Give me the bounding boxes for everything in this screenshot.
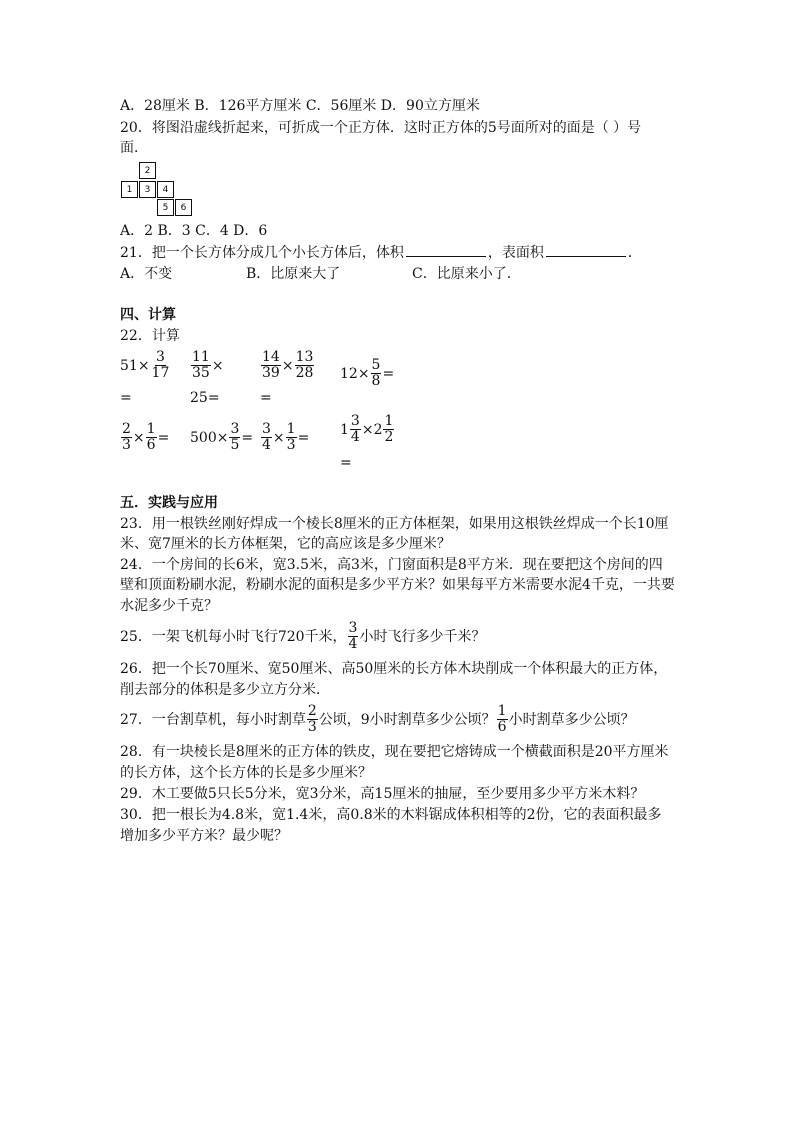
calc-expr-6 [190, 422, 253, 453]
calc-7-operator: × [272, 429, 285, 446]
q30-line2: 增加多少平方米？最少呢？ [120, 828, 288, 844]
fraction [229, 422, 240, 453]
calc-8-operator: ×2 [361, 421, 383, 438]
fraction [350, 414, 361, 445]
calc-6-whole: 500× [190, 429, 229, 446]
fraction [307, 704, 318, 735]
denominator: 3 [286, 437, 296, 453]
calc-3-equals: = [260, 390, 272, 406]
numerator: 1 [146, 421, 156, 437]
numerator: 2 [307, 703, 317, 719]
calc-expr-1 [120, 350, 171, 381]
net-face-4: 4 [157, 181, 174, 198]
denominator: 17 [151, 365, 170, 381]
cube-net-figure [121, 162, 197, 218]
denominator: 6 [146, 437, 156, 453]
denominator: 35 [192, 365, 210, 381]
denominator: 28 [295, 365, 314, 381]
net-face-3: 3 [139, 181, 156, 198]
calc-expr-8 [340, 414, 395, 445]
fraction [348, 621, 359, 652]
net-face-5: 5 [157, 199, 174, 216]
numerator: 1 [497, 703, 507, 719]
fraction [261, 422, 272, 453]
denominator: 3 [307, 719, 317, 735]
q26-line2: 削去部分的体积是多少立方分米． [120, 682, 330, 698]
numerator: 3 [230, 421, 240, 437]
calc-1-equals: = [120, 390, 132, 406]
numerator: 3 [262, 421, 271, 437]
net-face-2: 2 [139, 162, 156, 179]
q27-line [120, 704, 635, 735]
q25-pre: 25．一架飞机每小时飞行720千米， [120, 628, 347, 645]
q21-opt-c: C．比原来小了． [412, 266, 521, 282]
fraction [146, 422, 157, 453]
denominator: 4 [262, 437, 271, 453]
section-4-title: 四、计算 [120, 307, 176, 323]
q26-line1: 26．把一个长70厘米、宽50厘米、高50厘米的长方体木块削成一个体积最大的正方体， [120, 661, 668, 677]
calc-5-equals: = [157, 429, 170, 446]
denominator: 4 [350, 429, 360, 445]
q24-line3: 水泥多少千克？ [120, 598, 218, 614]
q20-line1: 20．将图沿虚线折起来，可折成一个正方体．这时正方体的5号面所对的面是（ ）号 [120, 120, 642, 136]
fraction [295, 350, 315, 381]
q30-line1: 30．把一根长为4.8米，宽1.4米，高0.8米的木料锯成体积相等的2份，它的表面积最多 [120, 807, 662, 823]
fraction [261, 350, 281, 381]
net-face-6: 6 [175, 199, 192, 216]
calc-expr-4 [340, 358, 394, 389]
calc-7-equals: = [297, 429, 310, 446]
fraction [121, 422, 132, 453]
fraction [371, 358, 382, 389]
calc-8-whole: 1 [340, 421, 349, 438]
net-face-1: 1 [121, 181, 138, 198]
numerator: 2 [122, 421, 131, 437]
fraction [191, 350, 211, 381]
numerator: 1 [286, 421, 296, 437]
denominator: 39 [262, 365, 280, 381]
calc-4-whole: 12× [340, 365, 370, 382]
q25-line [120, 621, 485, 652]
q21-suffix: ． [627, 245, 642, 261]
q21-blank-area[interactable] [546, 244, 626, 257]
denominator: 2 [384, 429, 394, 445]
fraction [286, 422, 297, 453]
q27-pre: 27．一台割草机，每小时割草 [120, 711, 306, 728]
numerator: 13 [295, 349, 314, 365]
calc-2-operator: × [211, 357, 224, 374]
q27-mid: 公顷，9小时割草多少公顷？ [318, 711, 496, 728]
calc-4-equals: = [382, 365, 395, 382]
q21-opt-b: B．比原来大了 [246, 266, 341, 282]
q27-post: 小时割草多少公顷？ [508, 711, 635, 728]
denominator: 8 [371, 373, 381, 389]
q28-line1: 28．有一块棱长是8厘米的正方体的铁皮，现在要把它熔铸成一个横截面积是20平方厘米 [120, 744, 669, 760]
denominator: 6 [497, 719, 507, 735]
numerator: 14 [262, 349, 280, 365]
numerator: 3 [348, 620, 358, 636]
calc-expr-5 [120, 422, 169, 453]
q20-options: A．2 B．3 C．4 D．6 [120, 223, 268, 239]
q21-line [120, 244, 642, 262]
q24-line1: 24．一个房间的长6米，宽3.5米，高3米，门窗面积是8平方米．现在要把这个房间的四 [120, 557, 663, 573]
calc-expr-3 [260, 350, 315, 381]
q20-line2: 面． [120, 140, 148, 156]
q29-line: 29．木工要做5只长5分米，宽3分米，高15厘米的抽屉，至少要用多少平方米木料？ [120, 786, 645, 802]
numerator: 1 [384, 413, 394, 429]
q19-options: A．28厘米 B．126平方厘米 C．56厘米 D．90立方厘米 [120, 98, 480, 114]
q21-opt-a: A．不变 [120, 266, 173, 282]
calc-3-operator: × [281, 357, 294, 374]
fraction [151, 350, 171, 381]
calc-5-operator: × [132, 429, 145, 446]
denominator: 3 [122, 437, 131, 453]
calc-expr-7 [260, 422, 309, 453]
section-5-title: 五．实践与应用 [120, 495, 218, 511]
q21-blank-volume[interactable] [406, 244, 486, 257]
fraction [497, 704, 508, 735]
calc-6-equals: = [241, 429, 254, 446]
q23-line1: 23．用一根铁丝刚好焊成一个棱长8厘米的正方体框架，如果用这根铁丝焊成一个长10厘 [120, 516, 669, 532]
calc-2-tail: 25= [190, 390, 220, 406]
denominator: 5 [230, 437, 240, 453]
numerator: 3 [350, 413, 360, 429]
calc-1-whole: 51× [120, 357, 150, 374]
calc-expr-2 [190, 350, 224, 381]
calc-8-equals: = [340, 455, 352, 471]
denominator: 4 [348, 636, 358, 652]
numerator: 5 [371, 357, 381, 373]
q23-line2: 米、宽7厘米的长方体框架，它的高应该是多少厘米？ [120, 536, 451, 552]
numerator: 3 [156, 349, 165, 365]
q21-middle: ，表面积 [487, 245, 544, 261]
q21-prefix: 21．把一个长方体分成几个小长方体后，体积 [120, 245, 404, 261]
q22-label: 22．计算 [120, 328, 180, 344]
q25-post: 小时飞行多少千米？ [359, 628, 486, 645]
numerator: 11 [192, 349, 210, 365]
q24-line2: 壁和顶面粉刷水泥，粉刷水泥的面积是多少平方米？如果每平方米需要水泥4千克，一共要 [120, 577, 675, 593]
q28-line2: 的长方体，这个长方体的长是多少厘米？ [120, 765, 372, 781]
fraction [383, 414, 394, 445]
